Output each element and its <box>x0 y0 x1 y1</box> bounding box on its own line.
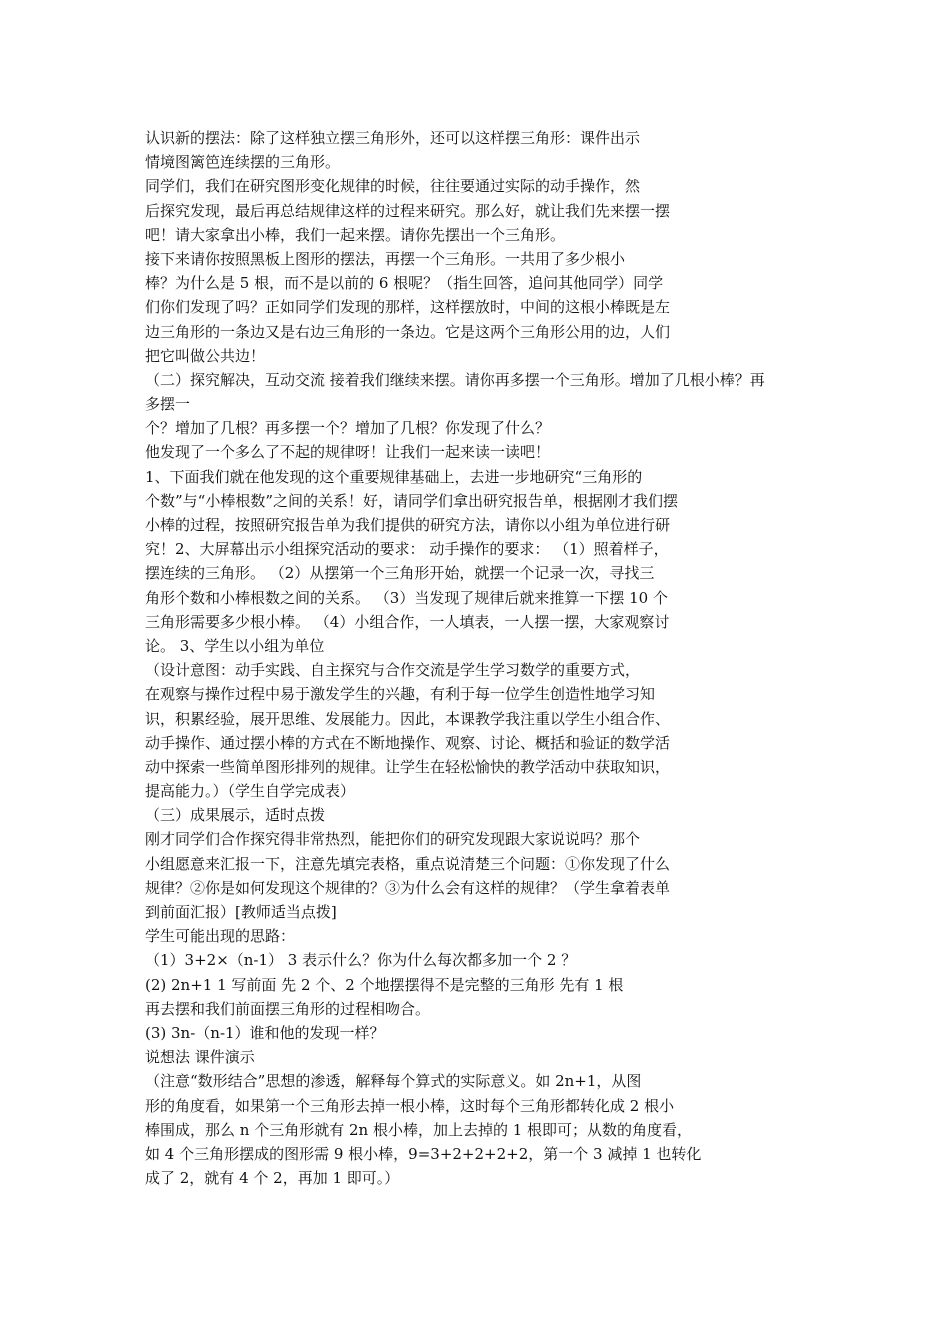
text-line: 学生可能出现的思路： <box>145 927 296 946</box>
text-line: (2) 2n+1 1 写前面 先 2 个、2 个地摆摆得不是完整的三角形 先有 1 根 <box>145 975 624 994</box>
text-line: 1、下面我们就在他发现的这个重要规律基础上，去进一步地研究“三角形的 <box>145 467 643 486</box>
text-line: 认识新的摆法：除了这样独立摆三角形外，还可以这样摆三角形：课件出示 <box>145 129 641 147</box>
text-line: 同学们，我们在研究图形变化规律的时候，往往要通过实际的动手操作，然 <box>145 177 641 196</box>
text-line: 角形个数和小棒根数之间的关系。 （3）当发现了规律后就来推算一下摆 10 个 <box>145 588 668 607</box>
text-line: 到前面汇报）[教师适当点拨] <box>145 903 337 921</box>
text-line: 论。 3、学生以小组为单位 <box>145 636 325 655</box>
text-line: 接下来请你按照黑板上图形的摆法，再摆一个三角形。一共用了多少根小 <box>145 249 626 268</box>
text-line: 边三角形的一条边又是右边三角形的一条边。它是这两个三角形公用的边，人们 <box>145 322 671 341</box>
text-line: 后探究发现，最后再总结规律这样的过程来研究。那么好，就让我们先来摆一摆 <box>145 201 671 220</box>
text-line: 三角形需要多少根小棒。 （4）小组合作，一人填表，一人摆一摆，大家观察讨 <box>145 612 670 631</box>
text-line: 们你们发现了吗？正如同学们发现的那样，这样摆放时，中间的这根小棒既是左 <box>145 298 671 317</box>
text-line: （1）3+2×（n-1） 3 表示什么？你为什么每次都多加一个 2 ？ <box>145 951 577 970</box>
text-line: 个数”与“小棒根数”之间的关系！好，请同学们拿出研究报告单，根据刚才我们摆 <box>145 491 679 510</box>
text-line: 刚才同学们合作探究得非常热烈，能把你们的研究发现跟大家说说吗？那个 <box>145 830 641 849</box>
text-line: （三）成果展示，适时点拨 <box>145 806 326 825</box>
text-line: 识，积累经验，展开思维、发展能力。因此，本课教学我注重以学生小组合作、 <box>145 709 671 728</box>
text-line: 棒围成，那么 n 个三角形就有 2n 根小棒，加上去掉的 1 根即可；从数的角度看， <box>145 1120 693 1139</box>
text-line: 说想法 课件演示 <box>145 1048 255 1067</box>
text-line: 动中探索一些简单图形排列的规律。让学生在轻松愉快的教学活动中获取知识， <box>145 757 671 776</box>
document-body <box>145 126 825 1190</box>
text-line: 情境图篱笆连续摆的三角形。 <box>145 153 341 172</box>
text-line: 他发现了一个多么了不起的规律呀！让我们一起来读一读吧！ <box>145 443 551 462</box>
text-line: 多摆一 <box>145 395 191 414</box>
text-line: 成了 2，就有 4 个 2，再加 1 即可。） <box>145 1169 400 1188</box>
text-line: 小棒的过程，按照研究报告单为我们提供的研究方法，请你以小组为单位进行研 <box>145 516 671 534</box>
text-line: 在观察与操作过程中易于激发学生的兴趣，有利于每一位学生创造性地学习知 <box>145 685 656 704</box>
text-line: 棒？为什么是 5 根，而不是以前的 6 根呢？（指生回答，追问其他同学）同学 <box>145 274 664 293</box>
text-line: 小组愿意来汇报一下，注意先填完表格，重点说清楚三个问题：①你发现了什么 <box>145 854 671 873</box>
text-line: （注意“数形结合”思想的渗透，解释每个算式的实际意义。如 2n+1，从图 <box>145 1072 642 1091</box>
text-line: 形的角度看，如果第一个三角形去掉一根小棒，这时每个三角形都转化成 2 根小 <box>145 1096 675 1115</box>
text-line: （设计意图：动手实践、自主探究与合作交流是学生学习数学的重要方式， <box>145 661 641 680</box>
text-line: 把它叫做公共边！ <box>145 346 266 365</box>
text-line: 规律？②你是如何发现这个规律的？③为什么会有这样的规律？（学生拿着表单 <box>145 878 671 897</box>
text-line: 动手操作、通过摆小棒的方式在不断地操作、观察、讨论、概括和验证的数学活 <box>145 733 671 752</box>
text-line: 如 4 个三角形摆成的图形需 9 根小棒，9=3+2+2+2+2，第一个 3 减掉 1 也转化 <box>145 1144 702 1163</box>
text-line: (3) 3n-（n-1）谁和他的发现一样？ <box>145 1023 385 1042</box>
text-line: 提高能力。）（学生自学完成表） <box>145 782 356 801</box>
text-line: 摆连续的三角形。 （2）从摆第一个三角形开始，就摆一个记录一次，寻找三 <box>145 564 655 583</box>
text-line: 究！2、大屏幕出示小组探究活动的要求： 动手操作的要求： （1）照着样子， <box>145 540 669 559</box>
text-line: 个？增加了几根？再多摆一个？增加了几根？你发现了什么？ <box>145 419 551 438</box>
text-line: （二）探究解决，互动交流 接着我们继续来摆。请你再多摆一个三角形。增加了几根小棒？再 <box>145 370 765 389</box>
text-line: 再去摆和我们前面摆三角形的过程相吻合。 <box>145 999 431 1018</box>
text-line: 吧！请大家拿出小棒，我们一起来摆。请你先摆出一个三角形。 <box>145 225 566 244</box>
